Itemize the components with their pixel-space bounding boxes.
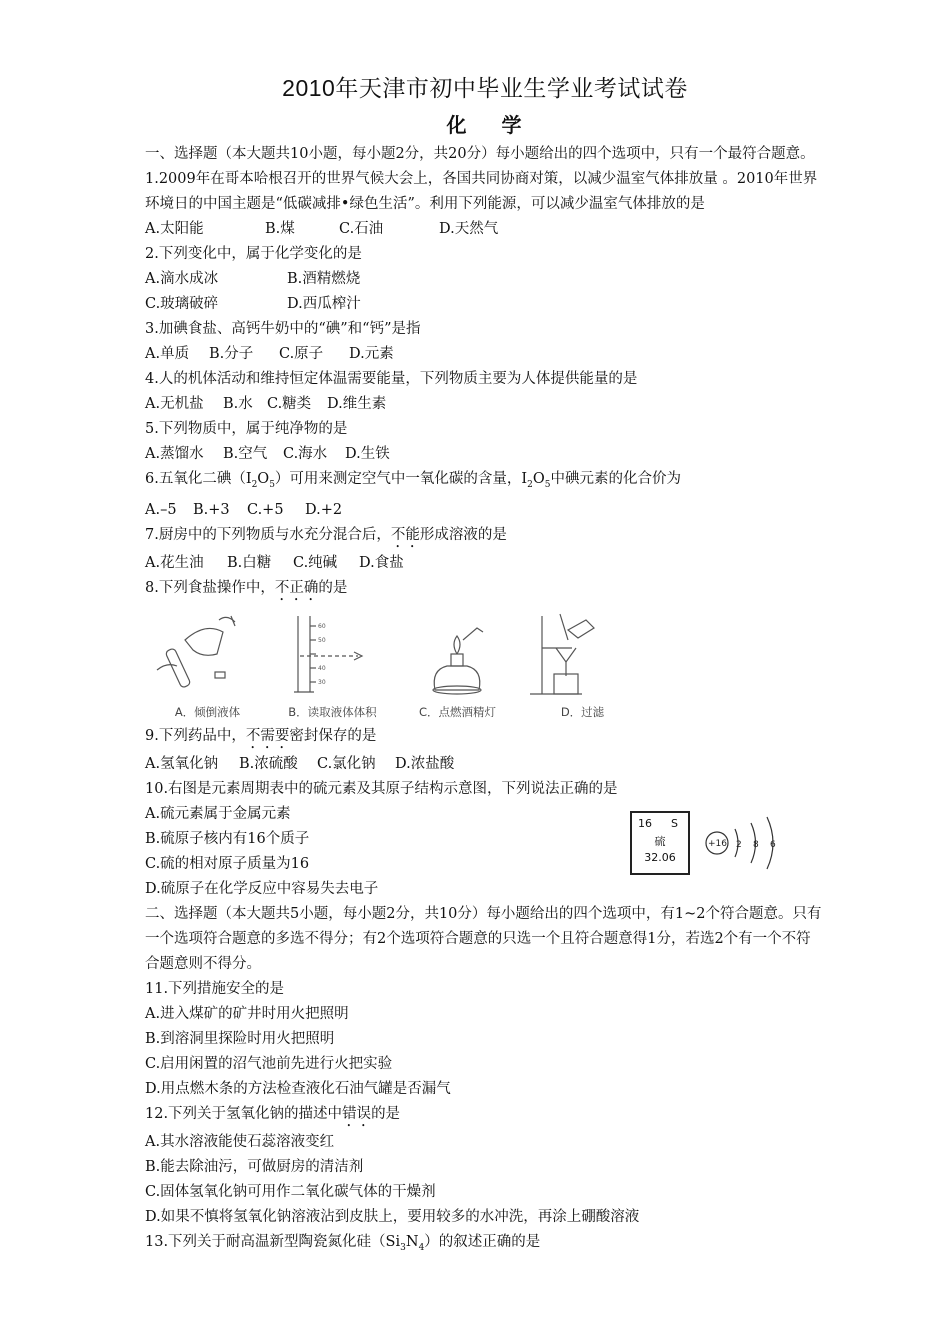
option: D.生铁 — [345, 446, 390, 462]
figure-light-lamp — [395, 610, 520, 720]
exam-page — [145, 70, 825, 1261]
option: D.天然气 — [439, 221, 499, 237]
option: D.用点燃木条的方法检查液化石油气罐是否漏气 — [145, 1080, 451, 1097]
option: C.原子 — [279, 346, 324, 362]
option: C.纯碱 — [293, 554, 338, 571]
emphasis-text: 错误 — [342, 1105, 372, 1122]
option: C.硫的相对原子质量为16 — [145, 855, 310, 872]
option: D.硫原子在化学反应中容易失去电子 — [145, 880, 379, 897]
option: A.蒸馏水 — [145, 446, 204, 462]
q5-options — [145, 442, 825, 467]
option: B.酒精燃烧 — [287, 271, 361, 287]
atomic-number: 16 — [638, 816, 652, 830]
atomic-mass: 32.06 — [644, 850, 676, 864]
section1-intro: 一、选择题（本大题共10小题，每小题2分，共20分）每小题给出的四个选项中，只有一个最符合题意。 — [145, 146, 815, 162]
figure-filtration — [520, 610, 645, 720]
option: B.硫原子核内有16个质子 — [145, 830, 310, 847]
emphasis-text: 不需要 — [245, 727, 290, 744]
option: B.能去除油污，可做厨房的清洁剂 — [145, 1158, 364, 1175]
option: A.硫元素属于金属元素 — [145, 805, 291, 822]
option: B.白糖 — [227, 554, 272, 571]
q2-stem: 2.下列变化中，属于化学变化的是 — [145, 246, 362, 262]
option: D.维生素 — [327, 396, 387, 412]
figure-caption: A．倾倒液体 — [174, 704, 241, 719]
option: B.浓硫酸 — [239, 755, 298, 772]
option: A.–5 — [145, 501, 177, 518]
figure-caption: B．读取液体体积 — [288, 704, 377, 719]
element-symbol: S — [671, 816, 678, 830]
option: B.煤 — [265, 221, 295, 237]
option: A.太阳能 — [145, 221, 204, 237]
option: A.氢氧化钠 — [145, 755, 219, 772]
option: B.+3 — [193, 501, 230, 518]
option: C.石油 — [339, 221, 384, 237]
q11-stem: 11.下列措施安全的是 — [145, 980, 285, 997]
subject-title: 化 学 — [446, 113, 536, 137]
q10-block — [145, 777, 825, 902]
option: C.海水 — [283, 446, 328, 462]
option: B.到溶洞里探险时用火把照明 — [145, 1030, 335, 1047]
periodic-element-box — [630, 811, 690, 875]
exam-title: 2010年天津市初中毕业生学业考试试卷 — [282, 75, 688, 101]
option: D.如果不慎将氢氧化钠溶液沾到皮肤上，要用较多的水冲洗，再涂上硼酸溶液 — [145, 1208, 640, 1225]
q1-options — [145, 217, 825, 242]
q7-options — [145, 551, 825, 576]
option: D.浓盐酸 — [395, 755, 455, 772]
option: C.玻璃破碎 — [145, 296, 219, 312]
nucleus-charge: +16 — [708, 838, 727, 849]
q6-options — [145, 498, 825, 523]
q9-stem: 9.下列药品中，不需要密封保存的是 — [145, 727, 377, 744]
q7-stem: 7.厨房中的下列物质与水充分混合后，不能形成溶液的是 — [145, 526, 507, 543]
option: B.空气 — [223, 446, 268, 462]
shell-electrons: 6 — [770, 839, 776, 850]
option: A.滴水成冰 — [145, 271, 219, 287]
shell-electrons: 8 — [753, 839, 759, 850]
figure-caption: C．点燃酒精灯 — [418, 704, 497, 719]
option: D.食盐 — [359, 554, 404, 571]
q8-stem: 8.下列食盐操作中，不正确的是 — [145, 579, 348, 596]
option: C.糖类 — [267, 396, 312, 412]
emphasis-text: 不正确 — [274, 579, 319, 596]
q12-stem: 12.下列关于氢氧化钠的描述中错误的是 — [145, 1105, 401, 1122]
option: D.+2 — [305, 501, 343, 518]
atomic-structure-diagram — [703, 807, 793, 877]
scale-tick: 30 — [318, 678, 326, 686]
q2-options-row1 — [145, 267, 825, 292]
option: D.西瓜榨汁 — [287, 296, 361, 312]
q1-stem: 1.2009年在哥本哈根召开的世界气候大会上，各国共同协商对策，以减少温室气体排放量 。2010年世界环境日的中国主题是“低碳减排•绿色生活”。利用下列能源，可以减少温室气体排放的是 — [145, 171, 818, 212]
figure-pour-liquid — [145, 610, 270, 720]
option: C.固体氢氧化钠可用作二氧化碳气体的干燥剂 — [145, 1183, 436, 1200]
option: B.水 — [223, 396, 253, 412]
option: B.分子 — [209, 346, 254, 362]
q8-figures — [145, 610, 825, 720]
q4-stem: 4.人的机体活动和维持恒定体温需要能量，下列物质主要为人体提供能量的是 — [145, 371, 638, 387]
option: A.无机盐 — [145, 396, 204, 412]
element-name: 硫 — [654, 834, 666, 848]
option: A.花生油 — [145, 554, 204, 571]
q5-stem: 5.下列物质中，属于纯净物的是 — [145, 421, 348, 437]
q4-options — [145, 392, 825, 417]
q3-stem: 3.加碘食盐、高钙牛奶中的“碘”和“钙”是指 — [145, 321, 421, 337]
shell-electrons: 2 — [736, 839, 742, 850]
scale-tick: 40 — [318, 664, 326, 672]
scale-tick: 60 — [318, 622, 326, 630]
q3-options — [145, 342, 825, 367]
scale-tick: 50 — [318, 636, 326, 644]
q9-options — [145, 752, 825, 777]
option: A.其水溶液能使石蕊溶液变红 — [145, 1133, 335, 1150]
option: C.+5 — [247, 501, 284, 518]
option: A.单质 — [145, 346, 190, 362]
emphasis-text: 不能 — [390, 526, 420, 543]
option: A.进入煤矿的矿井时用火把照明 — [145, 1005, 349, 1022]
q13-stem: 13.下列关于耐高温新型陶瓷氮化硅$(Si_3N_4)$的叙述正确的是 — [145, 1233, 541, 1253]
section2-intro: 二、选择题（本大题共5小题，每小题2分，共10分）每小题给出的四个选项中，有1~2个符合题意。只有一个选项符合题意的多选不得分；有2个选项符合题意的只选一个且符合题意得1分，若选2个有一个不符合题意则不得分。 — [145, 905, 822, 972]
option: C.启用闲置的沼气池前先进行火把实验 — [145, 1055, 393, 1072]
option: C.氯化钠 — [317, 755, 376, 772]
q6-stem: 6.五氧化二碘$(I_2O_5)$可用来测定空气中一氧化碳的含量，$I_2O_5$中碘元素的化合价为 — [145, 471, 682, 490]
q10-stem: 10.右图是元素周期表中的硫元素及其原子结构示意图，下列说法正确的是 — [145, 780, 618, 797]
figure-caption: D．过滤 — [560, 704, 605, 719]
figure-read-volume — [270, 610, 395, 720]
option: D.元素 — [349, 346, 394, 362]
q2-options-row2 — [145, 292, 825, 317]
